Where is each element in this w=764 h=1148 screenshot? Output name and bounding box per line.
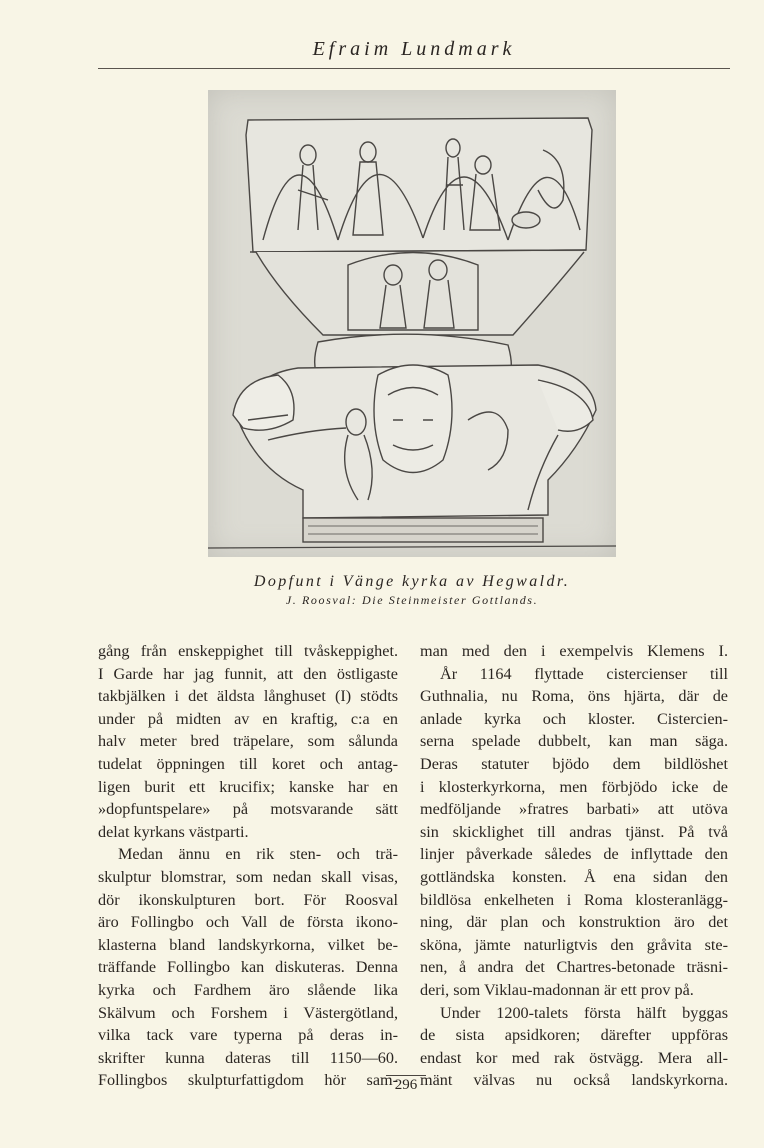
text-line: kyrka och Fardhem äro slående lika <box>98 980 398 999</box>
text-line: skrifter kunna dateras till 1150—60. <box>98 1048 398 1067</box>
text-line: I Garde har jag funnit, att den östligaste <box>98 664 398 683</box>
text-line: Guthnalia, nu Roma, öns hjärta, där de <box>420 687 728 706</box>
caption-source: J. Roosval: Die Steinmeister Gottlands. <box>285 593 539 607</box>
text-line: Medan ännu en rik sten- och trä- <box>118 845 398 864</box>
text-line: klasterna bland landskyrkorna, vilket be- <box>98 935 398 954</box>
text-line: ning, där plan och konstruktion äro det <box>420 913 728 932</box>
text-line: anlade kyrka och kloster. Cistercien- <box>420 709 728 728</box>
left-text-column <box>98 640 398 1092</box>
text-line: halv meter bred träpelare, som sålunda <box>98 732 398 751</box>
baptismal-font-illustration <box>208 90 616 557</box>
text-line: serna spelade dubbelt, kan man säga. <box>420 732 728 751</box>
font-drawing-icon <box>208 90 616 557</box>
text-line: vilka tack vare typerna på deras in- <box>98 1026 398 1045</box>
text-line: Deras statuter bjödo dem bildlöshet <box>420 754 728 773</box>
right-text-column <box>420 640 728 1092</box>
caption-title: Dopfunt i Vänge kyrka av Hegwaldr. <box>253 573 571 590</box>
page-number: 296 <box>386 1075 426 1094</box>
text-line: gång från enskeppighet till tvåskeppighet. <box>98 642 398 660</box>
text-line: gottländska konsten. Å ena sidan den <box>420 867 728 886</box>
figure-caption <box>190 572 634 608</box>
text-line: mänt välvas nu också landskyrkorna. <box>420 1071 728 1090</box>
running-title: Efraim Lundmark <box>312 38 516 60</box>
text-line: Follingbos skulpturfattigdom hör sam- <box>98 1071 398 1090</box>
text-line: de sista apsidkoren; därefter uppföras <box>420 1026 728 1045</box>
text-line: Under 1200-talets första hälft byggas <box>440 1003 728 1022</box>
text-line: medföljande »fratres barbati» att utöva <box>420 800 728 819</box>
text-line: skulptur blomstrar, som nedan skall visas, <box>98 867 398 886</box>
text-line: sköna, jämte naturligtvis den gråvita ste- <box>420 935 728 954</box>
text-line: nen, å andra det Chartres-betonade träsni- <box>420 958 728 977</box>
text-line: delat kyrkans västparti. <box>98 822 249 841</box>
header-rule <box>98 68 730 69</box>
text-line: År 1164 flyttade cistercienser till <box>440 664 728 683</box>
text-line: träffande Follingbo kan diskuteras. Denna <box>98 958 398 977</box>
text-line: linjer påverkade således de inflyttade den <box>420 845 728 864</box>
text-line: i klosterkyrkorna, men förbjödo icke de <box>420 777 728 796</box>
text-line: ligen burit ett krucifix; kanske har en <box>98 777 398 796</box>
text-line: deri, som Viklau-madonnan är ett prov på. <box>420 980 694 999</box>
text-line: »dopfuntspelare» på motsvarande sätt <box>98 800 398 819</box>
text-line: äro Follingbo och Vall de första ikono- <box>98 913 398 932</box>
text-line: man med den i exempelvis Klemens I. <box>420 642 728 660</box>
text-line: dör ikonskulpturen bort. För Roosval <box>98 890 398 909</box>
text-line: sin skicklighet till andras tjänst. På två <box>420 822 728 841</box>
text-line: Skälvum och Forshem i Västergötland, <box>98 1003 398 1022</box>
text-line: bildlösa enkelheten i Roma klosteranlägg- <box>420 890 728 909</box>
text-line: endast kor med rak östvägg. Mera all- <box>420 1048 728 1067</box>
text-line: takbjälken i det äldsta långhuset (I) stödts <box>98 687 398 706</box>
text-line: under på midten av en kraftig, c:a en <box>98 709 398 728</box>
text-line: tudelat öppningen till koret och antag- <box>98 754 398 773</box>
